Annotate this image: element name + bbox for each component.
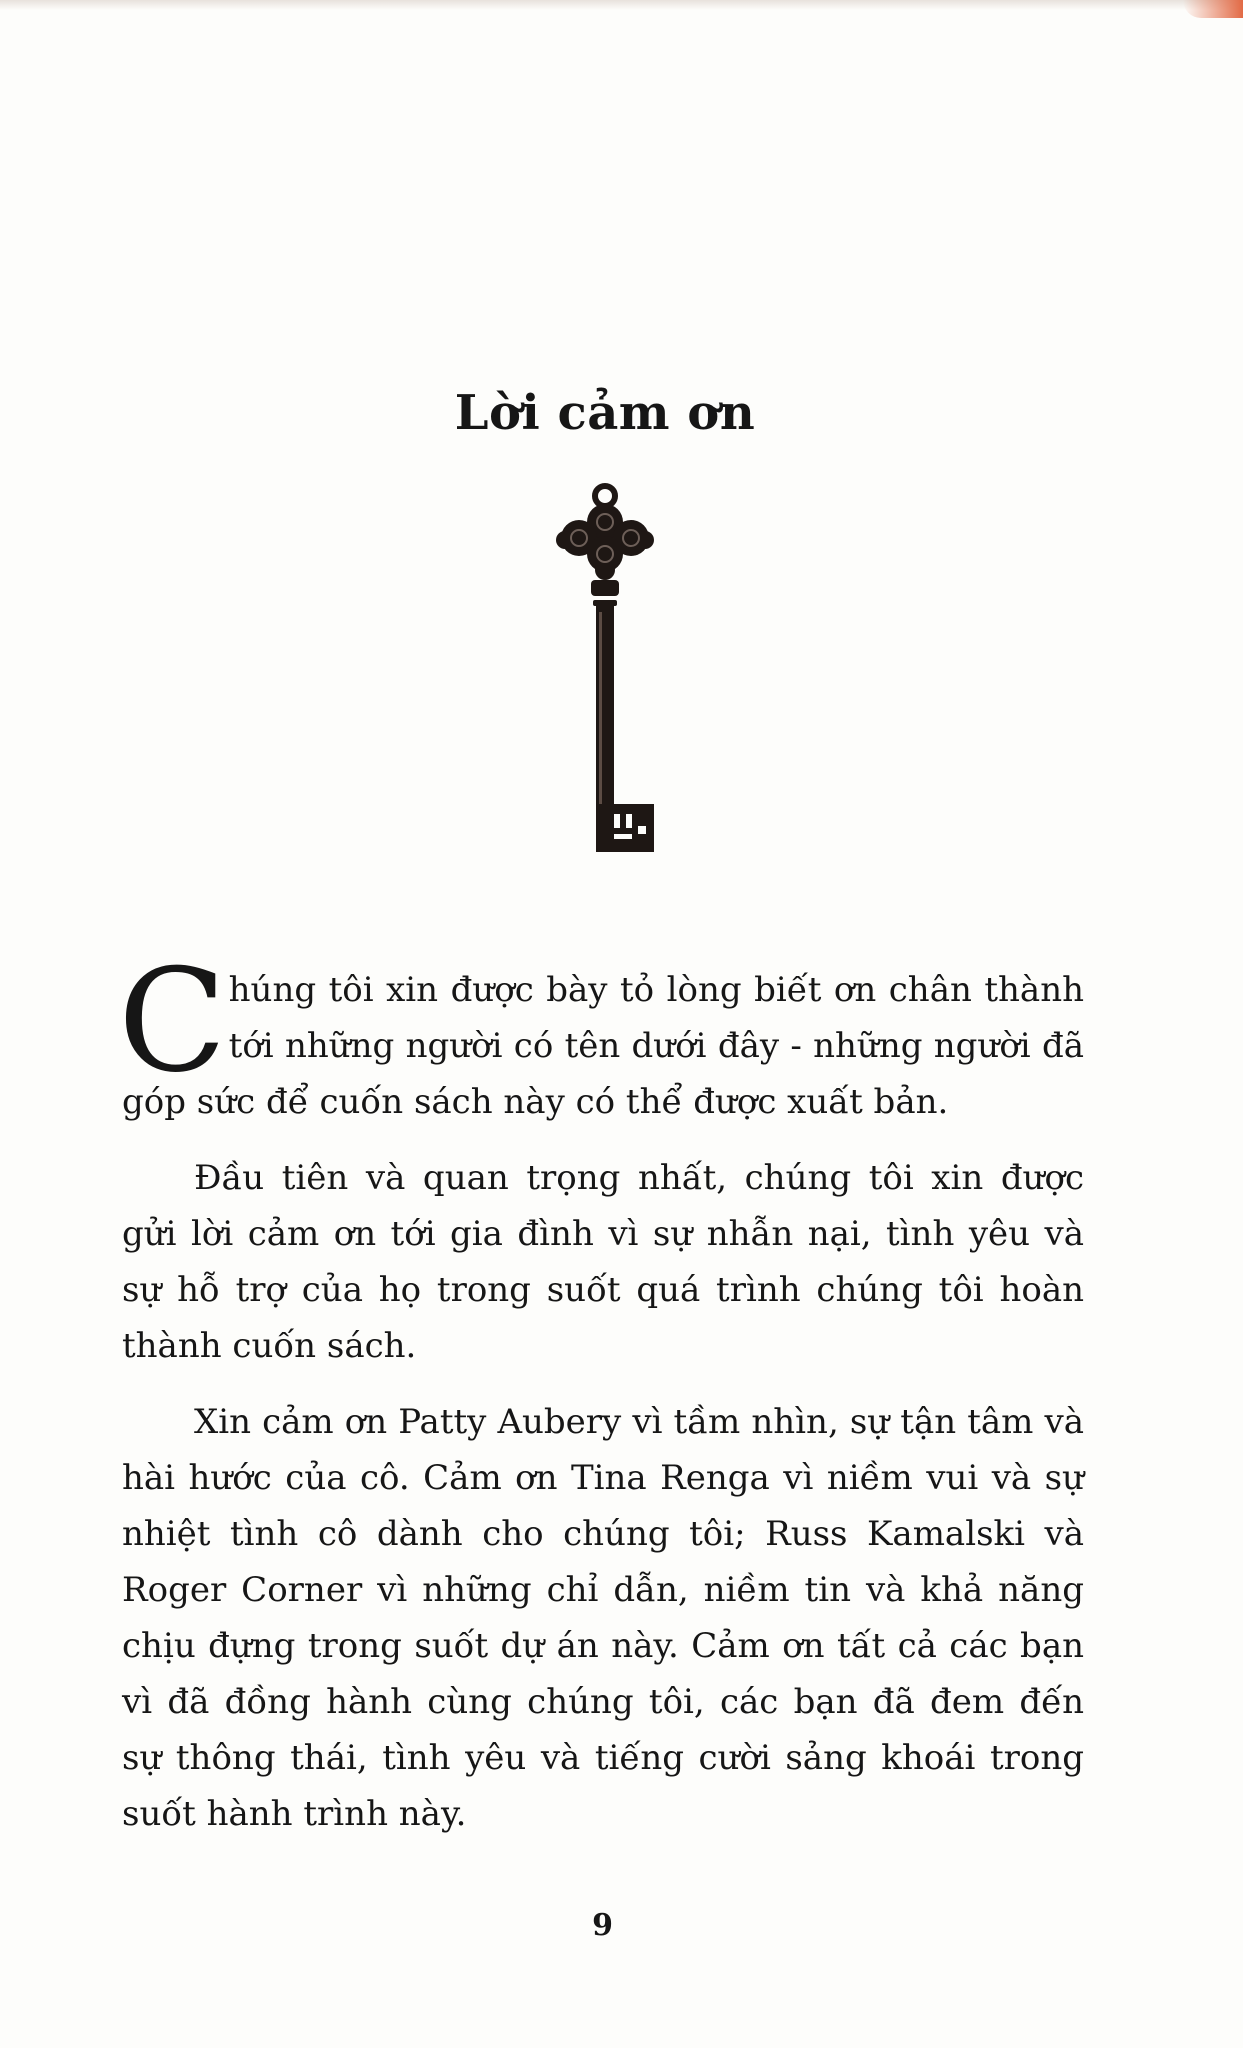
paragraph-intro-text: húng tôi xin được bày tỏ lòng biết ơn chân thành tới những người có tên dưới đây - những người đã góp sức để cuốn sách này có thể được xuất bản. [122, 970, 1084, 1122]
drop-cap-letter: C [118, 939, 227, 1104]
page-top-edge [0, 0, 1243, 10]
paragraph-intro [118, 939, 1084, 1130]
chapter-title: Lời cảm ơn [454, 385, 756, 441]
paragraph-team: Xin cảm ơn Patty Aubery vì tầm nhìn, sự tận tâm và hài hước của cô. Cảm ơn Tina Renga vì niềm vui và sự nhiệt tình cô dành cho chúng tôi; Russ Kamalski và Roger Corner vì những chỉ dẫn, niềm tin và khả năng chịu đựng trong suốt dự án này. Cảm ơn tất cả các bạn vì đã đồng hành cùng chúng tôi, các bạn đã đem đến sự thông thái, tình yêu và tiếng cười sảng khoái trong suốt hành trình này. [122, 1402, 1084, 1834]
page-number: 9 [592, 1908, 613, 1943]
paragraph-family: Đầu tiên và quan trọng nhất, chúng tôi xin được gửi lời cảm ơn tới gia đình vì sự nhẫn nại, tình yêu và sự hỗ trợ của họ trong suốt quá trình chúng tôi hoàn thành cuốn sách. [122, 1158, 1084, 1366]
skeleton-key-icon [535, 482, 675, 862]
acknowledgements-body [118, 939, 1084, 1862]
